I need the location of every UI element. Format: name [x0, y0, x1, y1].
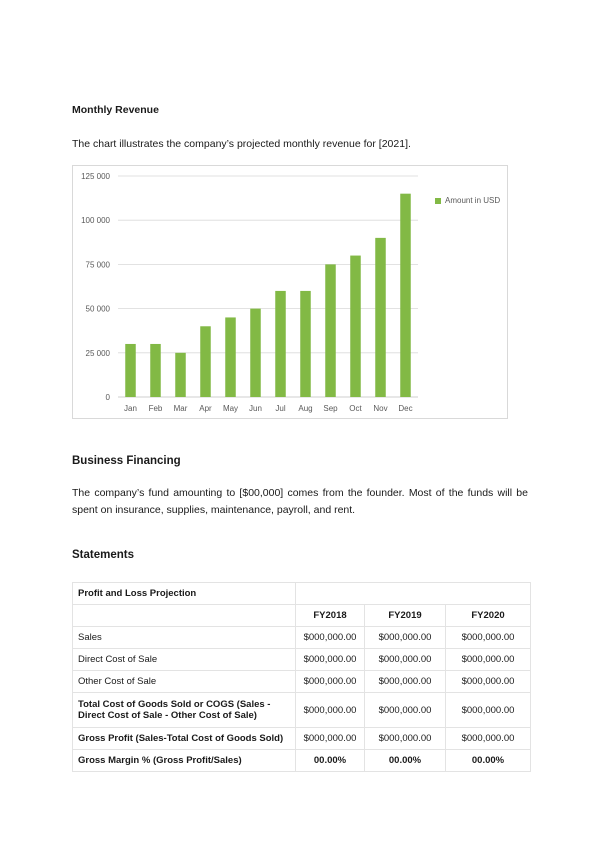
cell-value: $000,000.00 — [365, 693, 446, 728]
x-tick-label: Oct — [349, 404, 362, 413]
cell-value: $000,000.00 — [365, 649, 446, 671]
legend-label: Amount in USD — [445, 196, 501, 205]
bar-dec — [400, 194, 411, 397]
column-header-fy2019: FY2019 — [365, 605, 446, 627]
x-tick-label: Nov — [373, 404, 388, 413]
x-tick-label: Jul — [275, 404, 286, 413]
cell-value: 00.00% — [296, 750, 365, 772]
bar-jun — [250, 309, 261, 397]
x-tick-label: Jun — [249, 404, 262, 413]
x-tick-label: May — [222, 404, 239, 413]
monthly-revenue-description: The chart illustrates the company’s projected monthly revenue for [2021]. — [72, 138, 411, 150]
x-tick-label: Sep — [323, 404, 338, 413]
cell-value: $000,000.00 — [365, 671, 446, 693]
bar-jan — [125, 344, 136, 397]
table-title: Profit and Loss Projection — [73, 583, 296, 605]
row-label: Other Cost of Sale — [73, 671, 296, 693]
legend-swatch — [435, 198, 441, 204]
y-tick-label: 50 000 — [85, 304, 110, 314]
x-tick-label: Jan — [124, 404, 137, 413]
row-label: Direct Cost of Sale — [73, 649, 296, 671]
bar-feb — [150, 344, 161, 397]
table-row — [73, 649, 531, 671]
cell-value: $000,000.00 — [446, 627, 531, 649]
row-label: Gross Profit (Sales-Total Cost of Goods Sold) — [73, 728, 296, 750]
header-empty-cell — [73, 605, 296, 627]
cell-value: $000,000.00 — [296, 671, 365, 693]
table-title-row — [73, 583, 531, 605]
table-row — [73, 693, 531, 728]
column-header-fy2018: FY2018 — [296, 605, 365, 627]
business-financing-heading: Business Financing — [72, 455, 181, 467]
table-header-row — [73, 605, 531, 627]
bar-apr — [200, 326, 211, 397]
column-header-fy2020: FY2020 — [446, 605, 531, 627]
row-label: Gross Margin % (Gross Profit/Sales) — [73, 750, 296, 772]
x-tick-label: Mar — [173, 404, 188, 413]
cell-value: $000,000.00 — [296, 728, 365, 750]
cell-value: $000,000.00 — [446, 649, 531, 671]
table-row — [73, 750, 531, 772]
y-tick-label: 75 000 — [85, 260, 110, 270]
y-tick-label: 0 — [105, 393, 110, 402]
y-tick-label: 25 000 — [85, 348, 110, 358]
bar-nov — [375, 238, 386, 397]
cell-value: $000,000.00 — [365, 728, 446, 750]
cell-value: $000,000.00 — [446, 693, 531, 728]
cell-value: 00.00% — [446, 750, 531, 772]
monthly-revenue-heading: Monthly Revenue — [72, 104, 159, 116]
row-label: Sales — [73, 627, 296, 649]
table-title-spacer — [296, 583, 531, 605]
cell-value: $000,000.00 — [296, 693, 365, 728]
bar-jul — [275, 291, 286, 397]
chart-legend — [435, 196, 500, 205]
business-financing-description: The company’s fund amounting to [$00,000] comes from the founder. Most of the funds will be spent on insurance, supplies, maintenance, payroll, and rent. — [72, 487, 528, 516]
table-row — [73, 671, 531, 693]
cell-value: $000,000.00 — [365, 627, 446, 649]
x-tick-label: Dec — [398, 404, 413, 413]
bar-may — [225, 317, 236, 397]
cell-value: $000,000.00 — [296, 627, 365, 649]
table-row — [73, 627, 531, 649]
x-tick-label: Feb — [148, 404, 163, 413]
bar-oct — [350, 256, 361, 397]
cell-value: $000,000.00 — [296, 649, 365, 671]
table-row — [73, 728, 531, 750]
statements-heading: Statements — [72, 549, 134, 561]
revenue-chart — [72, 165, 508, 419]
y-tick-label: 100 000 — [81, 216, 110, 226]
cell-value: $000,000.00 — [446, 671, 531, 693]
row-label: Total Cost of Goods Sold or COGS (Sales - Direct Cost of Sale - Other Cost of Sale) — [73, 693, 296, 728]
y-tick-label: 125 000 — [81, 172, 110, 181]
x-tick-label: Aug — [298, 404, 313, 413]
bar-sep — [325, 264, 336, 397]
profit-loss-table — [72, 582, 531, 772]
cell-value: $000,000.00 — [446, 728, 531, 750]
cell-value: 00.00% — [365, 750, 446, 772]
x-tick-label: Apr — [199, 404, 212, 413]
bar-mar — [175, 353, 186, 397]
bar-aug — [300, 291, 311, 397]
